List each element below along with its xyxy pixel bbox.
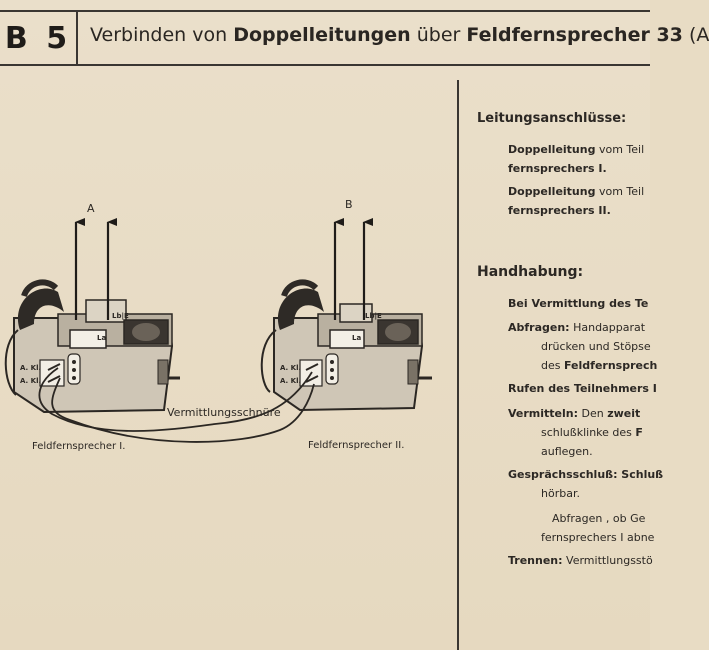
title-part-2: Doppelleitungen bbox=[233, 24, 411, 46]
phone-1-label: Feldfernsprecher I. bbox=[32, 441, 126, 452]
switch-lb-text: Lb bbox=[112, 312, 122, 320]
h6-bold2: zweit bbox=[607, 407, 641, 420]
h13-rest: Vermittlungsstö bbox=[562, 554, 653, 567]
switch-la-label-2: La bbox=[352, 334, 362, 342]
field-phone-2 bbox=[262, 282, 432, 410]
handling-line-7 bbox=[541, 426, 643, 439]
line-a-label: A bbox=[87, 202, 95, 215]
title-part-3: über bbox=[410, 24, 467, 46]
connections-line-4: fernsprechers II. bbox=[508, 204, 611, 217]
connections-line-2: fernsprechers I. bbox=[508, 162, 607, 175]
connections-line-3 bbox=[508, 185, 644, 198]
jack-label-2: A. Kl. bbox=[20, 377, 42, 385]
h7-pre: schlußklinke des bbox=[541, 426, 636, 439]
title-part-4: Feldfernsprecher 33 bbox=[466, 24, 683, 46]
connections-line-1 bbox=[508, 143, 644, 156]
handling-line-6 bbox=[508, 407, 640, 420]
switch-la-label: La bbox=[97, 334, 107, 342]
handling-line-12: fernsprechers I abne bbox=[541, 531, 655, 544]
h4-pre: des bbox=[541, 359, 564, 372]
cl1-rest: vom Teil bbox=[595, 143, 645, 156]
handling-line-10: hörbar. bbox=[541, 487, 580, 500]
cl3-rest: vom Teil bbox=[595, 185, 645, 198]
h6-rest: Den bbox=[578, 407, 608, 420]
h13-bold: Trennen: bbox=[508, 554, 563, 567]
handling-line-3: drücken und Stöpse bbox=[541, 340, 651, 353]
handling-line-2 bbox=[508, 321, 645, 334]
cords-label: Vermittlungsschnüre bbox=[167, 406, 281, 419]
switch-e-text-2: E bbox=[377, 312, 382, 320]
cl1-bold: Doppelleitung bbox=[508, 143, 596, 156]
cl3-bold: Doppelleitung bbox=[508, 185, 596, 198]
h7-bold: F bbox=[635, 426, 643, 439]
h2-rest: Handapparat bbox=[569, 321, 646, 334]
handling-line-13 bbox=[508, 554, 653, 567]
handling-line-8: auflegen. bbox=[541, 445, 593, 458]
phone-2-label: Feldfernsprecher II. bbox=[308, 440, 405, 451]
section-number: B 5 bbox=[0, 12, 78, 64]
handling-line-1: Bei Vermittlung des Te bbox=[508, 297, 649, 310]
handling-line-4 bbox=[541, 359, 657, 372]
h2-bold: Abfragen: bbox=[508, 321, 570, 334]
h4-bold: Feldfernsprech bbox=[563, 359, 658, 372]
handling-line-9: Gesprächsschluß: Schluß bbox=[508, 468, 664, 481]
switch-lb-label: Lb|E bbox=[112, 312, 129, 320]
handling-line-5: Rufen des Teilnehmers I bbox=[508, 382, 657, 395]
switch-lb-text-2: Lb bbox=[365, 312, 375, 320]
jack-label-1: A. Kl. bbox=[20, 364, 42, 372]
jack-label-4: A. Kl. bbox=[280, 377, 302, 385]
section-connections-heading: Leitungsanschlüsse: bbox=[477, 111, 627, 126]
h6-bold: Vermitteln: bbox=[508, 407, 579, 420]
field-phone-1 bbox=[6, 282, 180, 412]
line-b-label: B bbox=[345, 198, 353, 211]
switch-e-text: E bbox=[124, 312, 129, 320]
section-handling-heading: Handhabung: bbox=[477, 264, 584, 280]
switch-lb-label-2: Lb|E bbox=[365, 312, 382, 320]
title-part-5: (A bbox=[682, 24, 709, 46]
jack-label-3: A. Kl. bbox=[280, 364, 302, 372]
handling-line-11: Abfragen , ob Ge bbox=[552, 512, 646, 525]
title-part-1: Verbinden von bbox=[90, 24, 234, 46]
